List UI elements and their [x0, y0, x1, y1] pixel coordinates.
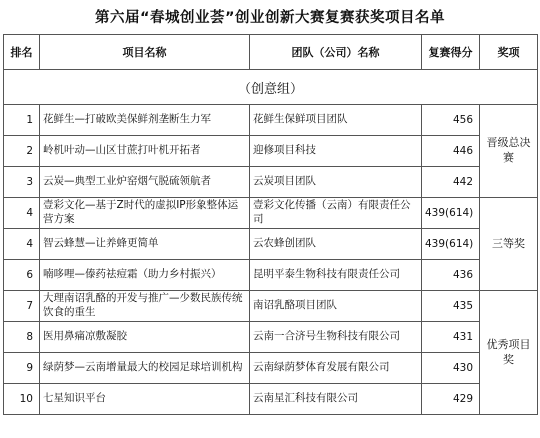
- rank-cell: 4: [4, 198, 40, 229]
- project-cell: 大理南诏乳酪的开发与推广—少数民族传统饮食的重生: [40, 291, 250, 322]
- score-cell: 436: [422, 260, 480, 291]
- team-cell: 云炭项目团队: [250, 167, 422, 198]
- table-row: [4, 260, 538, 291]
- score-cell: 439(614): [422, 198, 480, 229]
- team-cell: 南诏乳酪项目团队: [250, 291, 422, 322]
- project-cell: 绿荫梦—云南增量最大的校园足球培训机构: [40, 353, 250, 384]
- rank-cell: 4: [4, 229, 40, 260]
- team-cell: 云南一合济号生物科技有限公司: [250, 322, 422, 353]
- table-row: [4, 322, 538, 353]
- team-cell: 云农蜂创团队: [250, 229, 422, 260]
- rank-cell: 8: [4, 322, 40, 353]
- score-cell: 439(614): [422, 229, 480, 260]
- header-project: 项目名称: [40, 35, 250, 70]
- header-award: 奖项: [480, 35, 538, 70]
- rank-cell: 3: [4, 167, 40, 198]
- project-cell: 花鲜生—打破欧美保鲜剂垄断生力军: [40, 105, 250, 136]
- rank-cell: 10: [4, 384, 40, 415]
- team-cell: 昆明平泰生物科技有限责任公司: [250, 260, 422, 291]
- table-row: [4, 136, 538, 167]
- table-row: [4, 229, 538, 260]
- project-cell: 智云蜂慧—让养蜂更简单: [40, 229, 250, 260]
- page-title: 第六届“春城创业荟”创业创新大赛复赛获奖项目名单: [94, 10, 446, 26]
- table-row: [4, 353, 538, 384]
- table-row: [4, 291, 538, 322]
- project-cell: 云炭—典型工业炉窑烟气脱硫领航者: [40, 167, 250, 198]
- score-cell: 430: [422, 353, 480, 384]
- project-cell: 岭机叶动—山区甘蔗打叶机开拓者: [40, 136, 250, 167]
- group-label: （创意组）: [4, 70, 538, 105]
- score-cell: 442: [422, 167, 480, 198]
- header-rank: 排名: [4, 35, 40, 70]
- rank-cell: 6: [4, 260, 40, 291]
- score-cell: 429: [422, 384, 480, 415]
- award-table: [3, 34, 538, 415]
- award-cell-third: 三等奖: [480, 198, 538, 291]
- project-cell: 七星知识平台: [40, 384, 250, 415]
- rank-cell: 7: [4, 291, 40, 322]
- header-score: 复赛得分: [422, 35, 480, 70]
- rank-cell: 9: [4, 353, 40, 384]
- table-row: [4, 105, 538, 136]
- table-row: [4, 198, 538, 229]
- team-cell: 壹彩文化传播（云南）有限责任公司: [250, 198, 422, 229]
- award-cell-finals: 晋级总决赛: [480, 105, 538, 198]
- rank-cell: 1: [4, 105, 40, 136]
- score-cell: 446: [422, 136, 480, 167]
- table-row: [4, 167, 538, 198]
- team-cell: 云南星汇科技有限公司: [250, 384, 422, 415]
- team-cell: 迎修项目科技: [250, 136, 422, 167]
- team-cell: 花鲜生保鲜项目团队: [250, 105, 422, 136]
- score-cell: 435: [422, 291, 480, 322]
- table-row: [4, 384, 538, 415]
- score-cell: 456: [422, 105, 480, 136]
- header-team: 团队（公司）名称: [250, 35, 422, 70]
- project-cell: 喃哆哩—傣药祛痘霜（助力乡村振兴）: [40, 260, 250, 291]
- score-cell: 431: [422, 322, 480, 353]
- team-cell: 云南绿荫梦体育发展有限公司: [250, 353, 422, 384]
- rank-cell: 2: [4, 136, 40, 167]
- award-cell-excellence: 优秀项目奖: [480, 291, 538, 415]
- project-cell: 医用鼻痛凉敷凝胶: [40, 322, 250, 353]
- project-cell: 壹彩文化—基于Z时代的虚拟IP形象整体运营方案: [40, 198, 250, 229]
